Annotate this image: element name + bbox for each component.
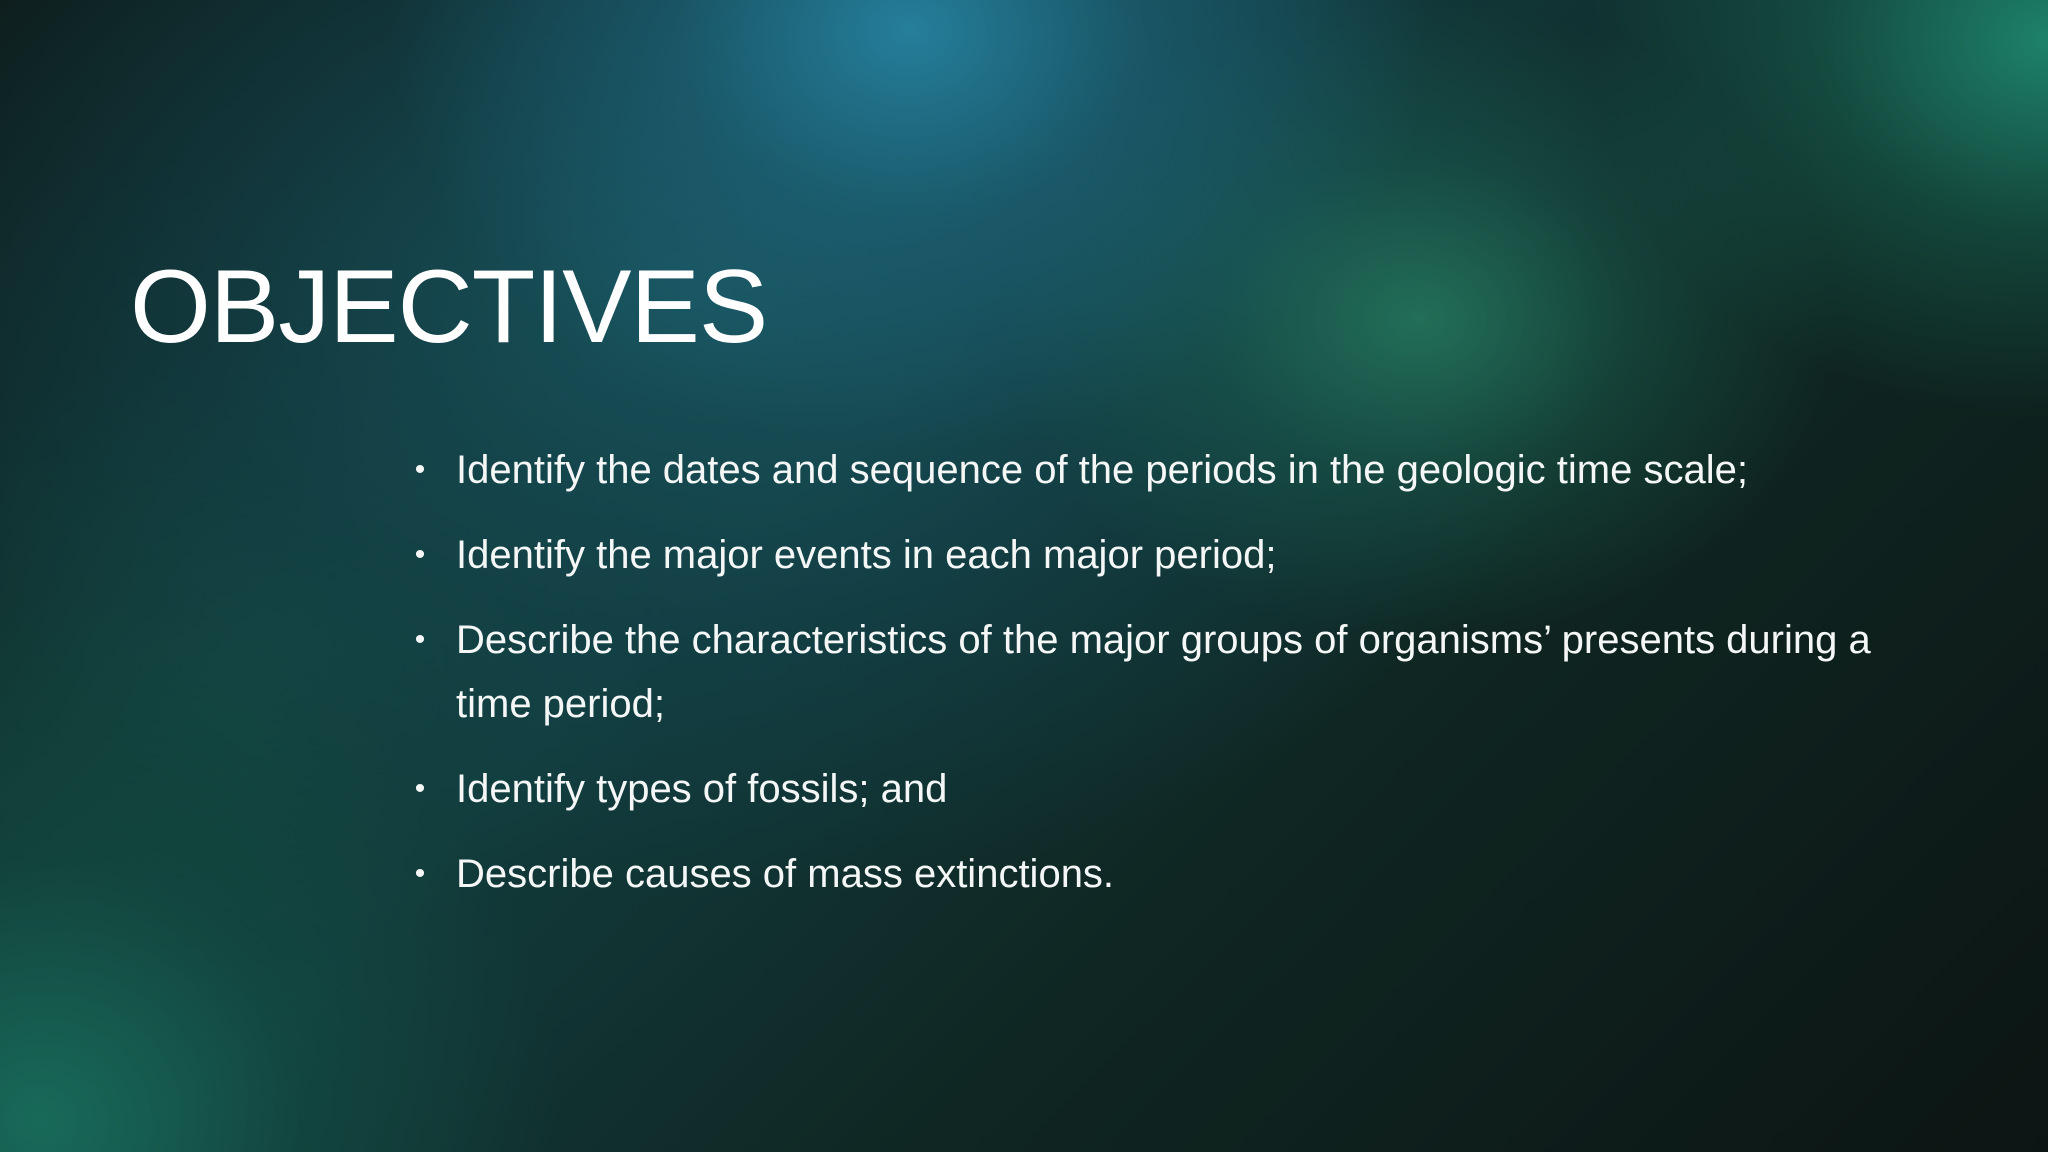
objective-item [410,757,1910,821]
bullet-icon: • [414,857,426,890]
objective-text: Identify the major events in each major period; [456,533,1277,577]
objective-item [410,608,1910,736]
objective-item [410,523,1910,587]
objectives-list [410,438,1910,927]
bullet-icon: • [414,453,426,486]
objective-text: Identify the dates and sequence of the periods in the geologic time scale; [456,448,1748,492]
objective-text: Describe the characteristics of the major groups of organisms’ presents during a time period; [456,618,1871,726]
objective-item [410,842,1910,906]
bullet-icon: • [414,623,426,656]
objective-item [410,438,1910,502]
slide-title: OBJECTIVES [130,249,768,365]
bullet-icon: • [414,772,426,805]
objective-text: Describe causes of mass extinctions. [456,852,1115,896]
objective-text: Identify types of fossils; and [456,767,948,811]
bullet-icon: • [414,538,426,571]
